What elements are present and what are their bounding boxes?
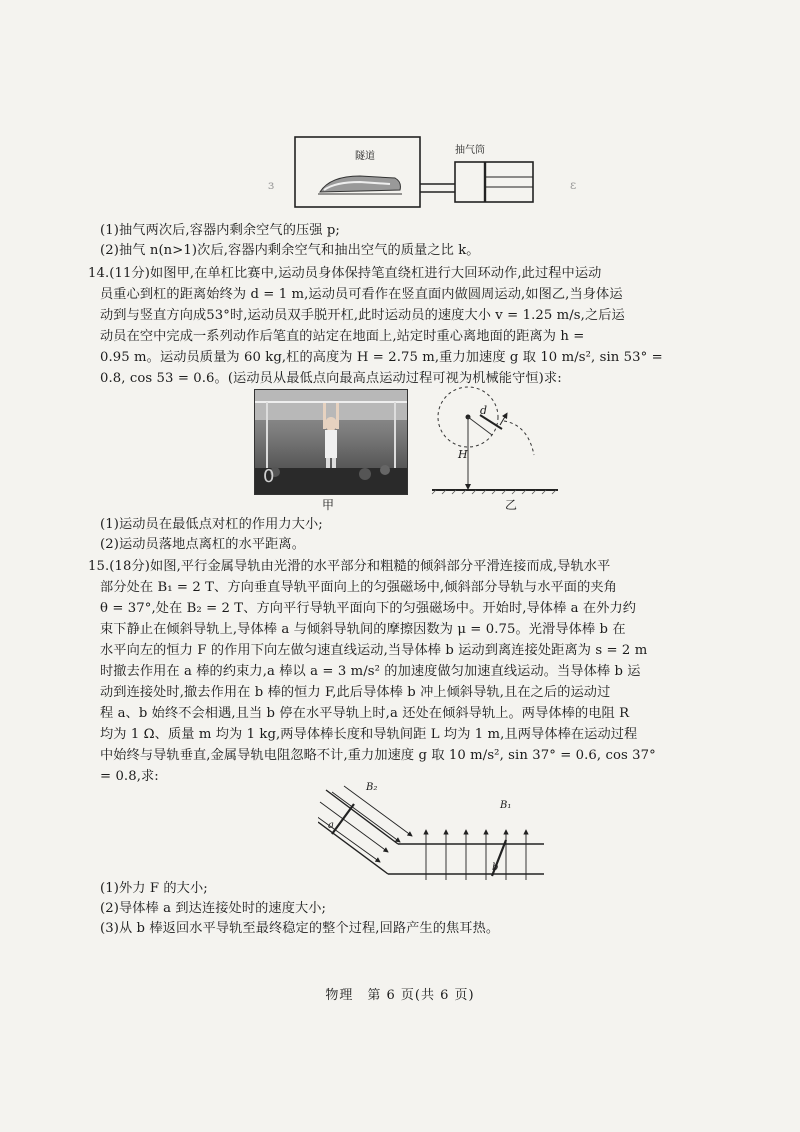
q15-line-10: 中始终与导轨垂直,金属导轨电阻忽略不计,重力加速度 g 取 10 m/s², sin 37° = 0.6, cos 37° — [100, 748, 656, 763]
label-d: d — [480, 404, 488, 417]
margin-mark: ɛ — [570, 178, 577, 192]
label-a: a — [328, 820, 334, 831]
pump-label: 抽气筒 — [455, 145, 485, 156]
q13-part1: (1)抽气两次后,容器内剩余空气的压强 p; — [100, 223, 340, 238]
page-footer: 物理 第 6 页(共 6 页) — [325, 988, 475, 1003]
q15-line-7: 动到连接处时,撤去作用在 b 棒的恒力 F,此后导体棒 b 冲上倾斜导轨,且在之后的运动过 — [100, 685, 611, 700]
q14-part2: (2)运动员落地点离杠的水平距离。 — [100, 537, 306, 552]
tunnel-label: 隧道 — [355, 151, 375, 162]
gymnast-photo — [254, 389, 408, 495]
fig-yi-label: 乙 — [505, 498, 518, 512]
q15-line-4: 束下静止在倾斜导轨上,导体棒 a 与倾斜导轨间的摩擦因数为 μ = 0.75。光滑导体棒 b 在 — [100, 622, 626, 637]
q15-line-2: 部分处在 B₁ = 2 T、方向垂直导轨平面向上的匀强磁场中,倾斜部分导轨与水平面的夹角 — [100, 580, 617, 595]
q15-line-11: = 0.8,求: — [100, 769, 159, 784]
q14-line-2: 员重心到杠的距离始终为 d = 1 m,运动员可看作在竖直面内做圆周运动,如图乙,当身体运 — [100, 287, 623, 302]
rail-diagram — [318, 782, 548, 882]
q14-line-3: 动到与竖直方向成53°时,运动员双手脱开杠,此时运动员的速度大小 v = 1.25 m/s,之后运 — [100, 308, 625, 323]
q13-part2: (2)抽气 n(n>1)次后,容器内剩余空气和抽出空气的质量之比 k。 — [100, 243, 480, 258]
train-image — [318, 176, 402, 194]
margin-mark: ɜ — [268, 178, 275, 192]
q15-line-6: 时撤去作用在 a 棒的约束力,a 棒以 a = 3 m/s² 的加速度做匀加速直线运动。当导体棒 b 运 — [100, 664, 641, 679]
q15-part3: (3)从 b 棒返回水平导轨至最终稳定的整个过程,回路产生的焦耳热。 — [100, 921, 500, 936]
q14-line-6: 0.8, cos 53 = 0.6。(运动员从最低点向最高点运动过程可视为机械能守恒)求: — [100, 371, 562, 386]
label-B2: B₂ — [366, 782, 378, 793]
q14-line-1: 14.(11分)如图甲,在单杠比赛中,运动员身体保持笔直绕杠进行大回环动作,此过程中运动 — [88, 266, 602, 281]
q14-line-4: 动员在空中完成一系列动作后笔直的站定在地面上,站定时重心离地面的距离为 h = — [100, 329, 585, 344]
q15-line-1: 15.(18分)如图,平行金属导轨由光滑的水平部分和粗糙的倾斜部分平滑连接而成,导轨水平 — [88, 559, 611, 574]
label-B1: B₁ — [500, 800, 512, 811]
fig-jia-label: 甲 — [322, 498, 335, 512]
label-b: b — [492, 862, 499, 873]
high-bar-diagram — [430, 385, 560, 495]
q15-part1: (1)外力 F 的大小; — [100, 881, 208, 896]
q15-part2: (2)导体棒 a 到达连接处时的速度大小; — [100, 901, 327, 916]
label-H: H — [458, 448, 468, 461]
q14-part1: (1)运动员在最低点对杠的作用力大小; — [100, 517, 323, 532]
q15-line-3: θ = 37°,处在 B₂ = 2 T、方向平行导轨平面向下的匀强磁场中。开始时,导体棒 a 在外力约 — [100, 601, 637, 616]
tunnel-pump-figure — [290, 132, 540, 212]
q15-line-8: 程 a、b 始终不会相遇,且当 b 停在水平导轨上时,a 还处在倾斜导轨上。两导体棒的电阻 R — [100, 706, 630, 721]
svg-text:0: 0 — [263, 466, 275, 487]
q15-line-5: 水平向左的恒力 F 的作用下向左做匀速直线运动,当导体棒 b 运动到离连接处距离为 s = 2 m — [100, 643, 648, 658]
q15-line-9: 均为 1 Ω、质量 m 均为 1 kg,两导体棒长度和导轨间距 L 均为 1 m,且两导体棒在运动过程 — [100, 727, 638, 742]
q14-line-5: 0.95 m。运动员质量为 60 kg,杠的高度为 H = 2.75 m,重力加速度 g 取 10 m/s², sin 53° = — [100, 350, 663, 365]
